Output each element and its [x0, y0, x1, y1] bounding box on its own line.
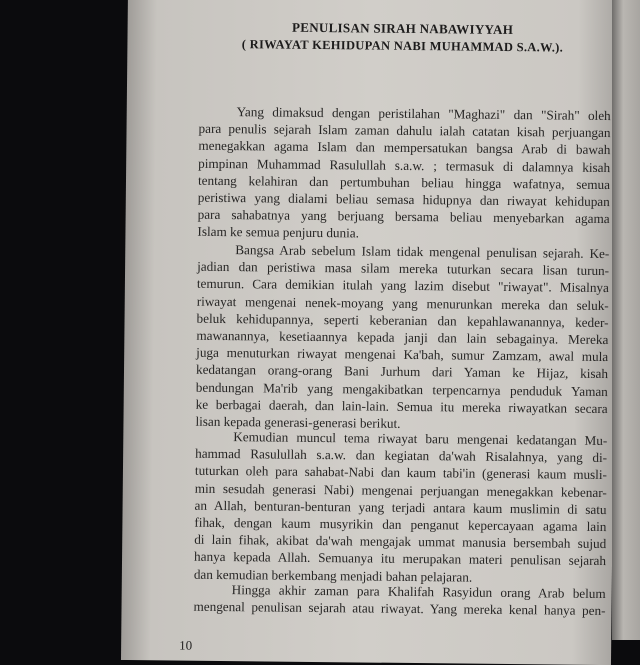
text-line: Yang dimaksud dengan peristilahan "Maghazi" dan "Sirah" oleh	[236, 104, 611, 124]
text-line: min sesudah generasi Nabi) mengenai perjuangan menegakkan kebenar-	[194, 480, 607, 500]
text-line: mawanannya, kesetiaannya kepada janji dan lain sebagainya. Mereka	[196, 327, 609, 347]
text-line: kedatangan orang-orang Bani Jurhum dari Yaman ke Hijaz, kisah	[195, 362, 609, 382]
text-line: hammad Rasulullah s.a.w. dan kegiatan da'wah Risalahnya, yang di-	[195, 445, 608, 466]
text-line: jadian dan peristiwa masa silam mereka tuturkan secara lisan turun-	[197, 258, 610, 279]
text-line: beluk kehidupannya, seperti keberanian dan kepahlawanannya, keder-	[196, 310, 609, 330]
text-line: Islam ke semua penjuru dunia.	[197, 224, 360, 241]
next-page-edge	[612, 0, 640, 640]
page-number: 10	[179, 637, 193, 653]
text-line: hanya kepada Allah. Semuanya itu merupakan materi penulisan sejarah	[193, 549, 607, 569]
text-line: menegakkan agama Islam dan mempersatukan bangsa Arab di bawah	[198, 138, 611, 158]
text-line: tuturkan oleh para sahabat-Nabi dan kaum tabi'in (generasi kaum musli-	[194, 463, 608, 483]
chapter-subtitle: ( RIWAYAT KEHIDUPAN NABI MUHAMMAD S.A.W.).	[241, 37, 564, 55]
text-line: pimpinan Muhammad Rasulullah s.a.w. ; termasuk di dalamnya kisah	[198, 155, 611, 175]
text-line: temurun. Cara demikian itulah yang lazim disebut "riwayat". Misalnya	[196, 276, 609, 296]
text-line: dan kemudian berkembang menjadi bahan pelajaran.	[193, 566, 473, 585]
text-line: di lain fihak, akibat da'wah mengajak ummat manusia bersembah sujud	[194, 531, 607, 552]
chapter-title: PENULISAN SIRAH NABAWIYYAH	[291, 19, 514, 38]
paragraph-2	[195, 241, 609, 434]
text-line: peristiwa yang dialami beliau semasa hidupnya dan riwayat kehidupan	[197, 189, 610, 209]
text-line: Kemudian muncul tema riwayat baru mengenai kedatangan Mu-	[233, 429, 608, 449]
text-line: tentang kelahiran dan pertumbuhan beliau hingga wafatnya, semua	[197, 172, 611, 192]
text-line: fihak, dengan kaum musyrikin dan penganut kepercayaan agama lain	[194, 514, 607, 534]
text-line: bendungan Ma'rib yang mengakibatkan terpencarnya penduduk Yaman	[195, 379, 608, 399]
paragraph-3	[194, 428, 608, 587]
text-line: an Allah, benturan-benturan yang terjadi antara kaum muslimin di satu	[194, 497, 607, 517]
text-line: riwayat mengenai nenek-moyang yang menurunkan mereka dan seluk-	[196, 293, 609, 313]
text-line: para penulis sejarah Islam zaman dahulu ialah catatan kisah perjuangan	[198, 120, 611, 141]
text-line: Bangsa Arab sebelum Islam tidak mengenal penulisan sejarah. Ke-	[235, 242, 610, 262]
text-line: lisan kepada generasi-generasi berikut.	[195, 413, 401, 431]
text-line: Hingga akhir zaman para Khalifah Rasyidun orang Arab belum	[231, 582, 606, 602]
text-line: para sahabatnya yang berjuang bersama beliau menyebarkan agama	[197, 206, 610, 227]
paragraph-4	[193, 581, 605, 620]
paragraph-1	[197, 103, 610, 245]
text-line: ke berbagai daerah, dan lain-lain. Semua itu mereka riwayatkan secara	[195, 396, 608, 416]
text-line: mengenal penulisan sejarah atau riwayat. Yang mereka kenal hanya pen-	[193, 598, 606, 619]
text-line: juga menuturkan riwayat mengenai Ka'bah, sumur Zamzam, awal mula	[196, 344, 609, 365]
book-page	[121, 0, 618, 665]
